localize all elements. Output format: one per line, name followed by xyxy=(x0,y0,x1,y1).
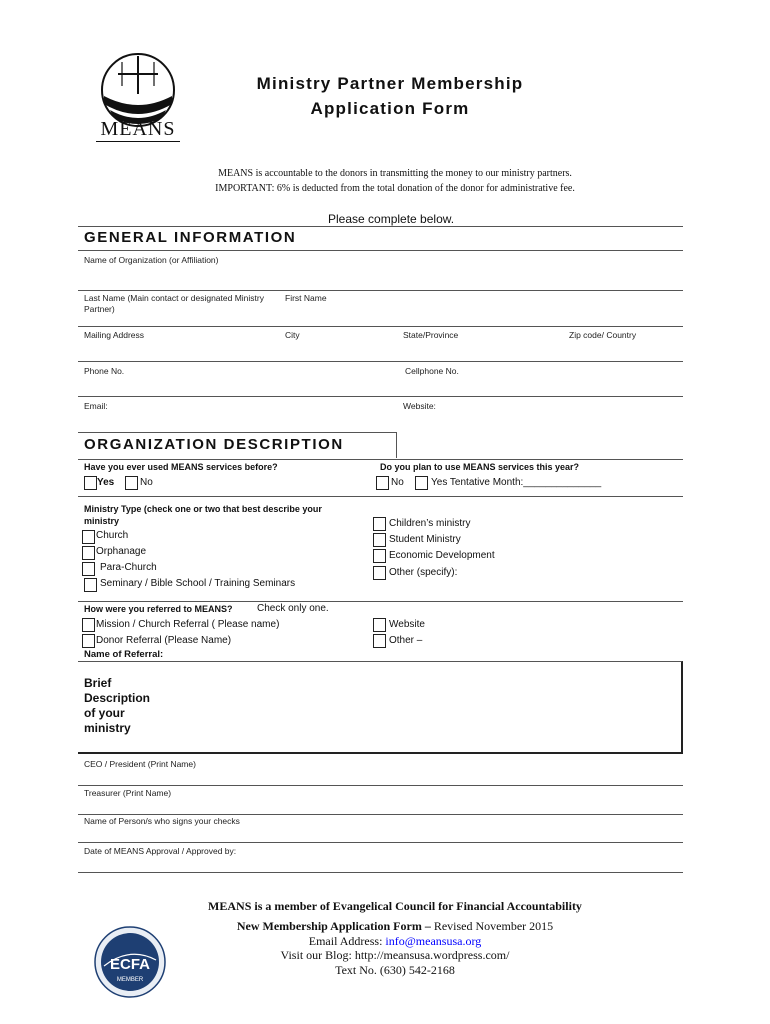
type-other-label: Other (specify): xyxy=(389,567,458,578)
type-student-label: Student Ministry xyxy=(389,534,461,545)
treasurer-label: Treasurer (Print Name) xyxy=(84,788,172,798)
type-children-label: Children’s ministry xyxy=(389,518,471,529)
email-link[interactable]: info@meansusa.org xyxy=(385,934,482,948)
used-yes-checkbox[interactable] xyxy=(84,476,97,490)
form-title-line2: Application Form xyxy=(310,99,470,118)
brief-line-4: ministry xyxy=(84,721,131,735)
plan-no-checkbox[interactable] xyxy=(376,476,389,490)
phone-field[interactable] xyxy=(78,363,398,395)
last-name-field[interactable] xyxy=(78,292,278,325)
brief-line-1: Brief xyxy=(84,676,112,690)
website-field[interactable] xyxy=(400,398,683,430)
logo-text: MEANS xyxy=(96,118,180,142)
member-line: MEANS is a member of Evangelical Council for Financial Accountability xyxy=(208,899,582,913)
type-orphanage-label: Orphanage xyxy=(96,546,147,557)
first-name-label: First Name xyxy=(285,293,327,303)
brief-line-2: Description xyxy=(84,691,151,705)
plan-yes-checkbox[interactable] xyxy=(415,476,428,490)
ministry-type-question: Ministry Type (check one or two that best describe your ministry xyxy=(84,504,322,526)
mailing-address-field[interactable] xyxy=(78,328,278,360)
approval-label: Date of MEANS Approval / Approved by: xyxy=(84,846,237,856)
used-no-label: No xyxy=(140,477,153,488)
ceo-field[interactable] xyxy=(78,756,683,784)
cellphone-field[interactable] xyxy=(400,363,683,395)
ref-other-label: Other – xyxy=(389,635,423,646)
instruction: Please complete below. xyxy=(328,212,455,226)
means-logo xyxy=(92,52,184,144)
type-economic-checkbox[interactable] xyxy=(373,549,386,563)
last-name-label: Last Name (Main contact or designated Ministry Partner) xyxy=(84,293,264,314)
referral-name-label: Name of Referral: xyxy=(84,649,164,660)
cellphone-label: Cellphone No. xyxy=(405,366,459,376)
brief-description-box[interactable] xyxy=(78,661,683,754)
notice-line2: IMPORTANT: 6% is deducted from the total donation of the donor for administrative fee. xyxy=(215,183,575,194)
email-address-label: Email Address: xyxy=(308,934,386,948)
org-name-field[interactable] xyxy=(78,266,683,290)
blog-line: Visit our Blog: http://meansusa.wordpress.com/ xyxy=(280,948,510,962)
form-title-line1: Ministry Partner Membership xyxy=(256,74,524,93)
type-parachurch-label: Para-Church xyxy=(100,562,157,573)
form-label: New Membership Application Form – xyxy=(236,919,431,933)
type-seminary-label: Seminary / Bible School / Training Seminars xyxy=(100,578,296,589)
first-name-field[interactable] xyxy=(280,292,683,325)
org-description-heading: ORGANIZATION DESCRIPTION xyxy=(84,436,344,453)
referred-question: How were you referred to MEANS? xyxy=(84,604,233,614)
type-parachurch-checkbox[interactable] xyxy=(82,562,95,576)
revised-text: Revised November 2015 xyxy=(430,919,554,933)
org-name-label: Name of Organization (or Affiliation) xyxy=(84,255,219,265)
type-orphanage-checkbox[interactable] xyxy=(82,546,95,560)
general-info-heading: GENERAL INFORMATION xyxy=(84,229,297,246)
used-no-checkbox[interactable] xyxy=(125,476,138,490)
approval-field[interactable] xyxy=(78,844,683,871)
type-seminary-checkbox[interactable] xyxy=(84,578,97,592)
text-number-line: Text No. (630) 542-2168 xyxy=(335,963,455,977)
type-other-checkbox[interactable] xyxy=(373,566,386,580)
referred-note: Check only one. xyxy=(257,603,329,614)
ceo-label: CEO / President (Print Name) xyxy=(84,759,196,769)
city-label: City xyxy=(285,330,300,340)
phone-label: Phone No. xyxy=(84,366,125,376)
brief-line-3: of your xyxy=(84,706,125,720)
signer-label: Name of Person/s who signs your checks xyxy=(84,816,240,826)
svg-text:MEMBER: MEMBER xyxy=(116,977,144,983)
brief-description-label xyxy=(84,676,150,736)
ref-mission-checkbox[interactable] xyxy=(82,618,95,632)
treasurer-field[interactable] xyxy=(78,786,683,813)
type-student-checkbox[interactable] xyxy=(373,533,386,547)
ref-mission-label: Mission / Church Referral ( Please name) xyxy=(96,619,280,630)
type-children-checkbox[interactable] xyxy=(373,517,386,531)
ref-donor-checkbox[interactable] xyxy=(82,634,95,648)
state-label: State/Province xyxy=(403,330,459,340)
ref-donor-label: Donor Referral (Please Name) xyxy=(96,635,232,646)
ref-website-checkbox[interactable] xyxy=(373,618,386,632)
email-label: Email: xyxy=(84,401,108,411)
ref-website-label: Website xyxy=(389,619,425,630)
signer-field[interactable] xyxy=(78,815,683,841)
used-yes-label: Yes xyxy=(97,477,115,488)
type-economic-label: Economic Development xyxy=(389,550,495,561)
city-field[interactable] xyxy=(280,328,400,360)
ecfa-seal xyxy=(94,926,166,998)
notice-line1: MEANS is accountable to the donors in transmitting the money to our ministry partners. xyxy=(218,168,572,179)
website-label: Website: xyxy=(403,401,436,411)
state-field[interactable] xyxy=(400,328,565,360)
type-church-label: Church xyxy=(96,530,129,541)
email-field[interactable] xyxy=(78,398,398,430)
plan-question: Do you plan to use MEANS services this year? xyxy=(380,462,580,472)
zip-field[interactable] xyxy=(565,328,683,360)
used-before-question: Have you ever used MEANS services before? xyxy=(84,462,278,472)
plan-no-label: No xyxy=(391,477,404,488)
svg-text:ECFA: ECFA xyxy=(109,956,151,973)
plan-yes-label: Yes Tentative Month:______________ xyxy=(431,477,602,488)
ref-other-checkbox[interactable] xyxy=(373,634,386,648)
type-church-checkbox[interactable] xyxy=(82,530,95,544)
zip-label: Zip code/ Country xyxy=(569,330,637,340)
mailing-address-label: Mailing Address xyxy=(84,330,145,340)
